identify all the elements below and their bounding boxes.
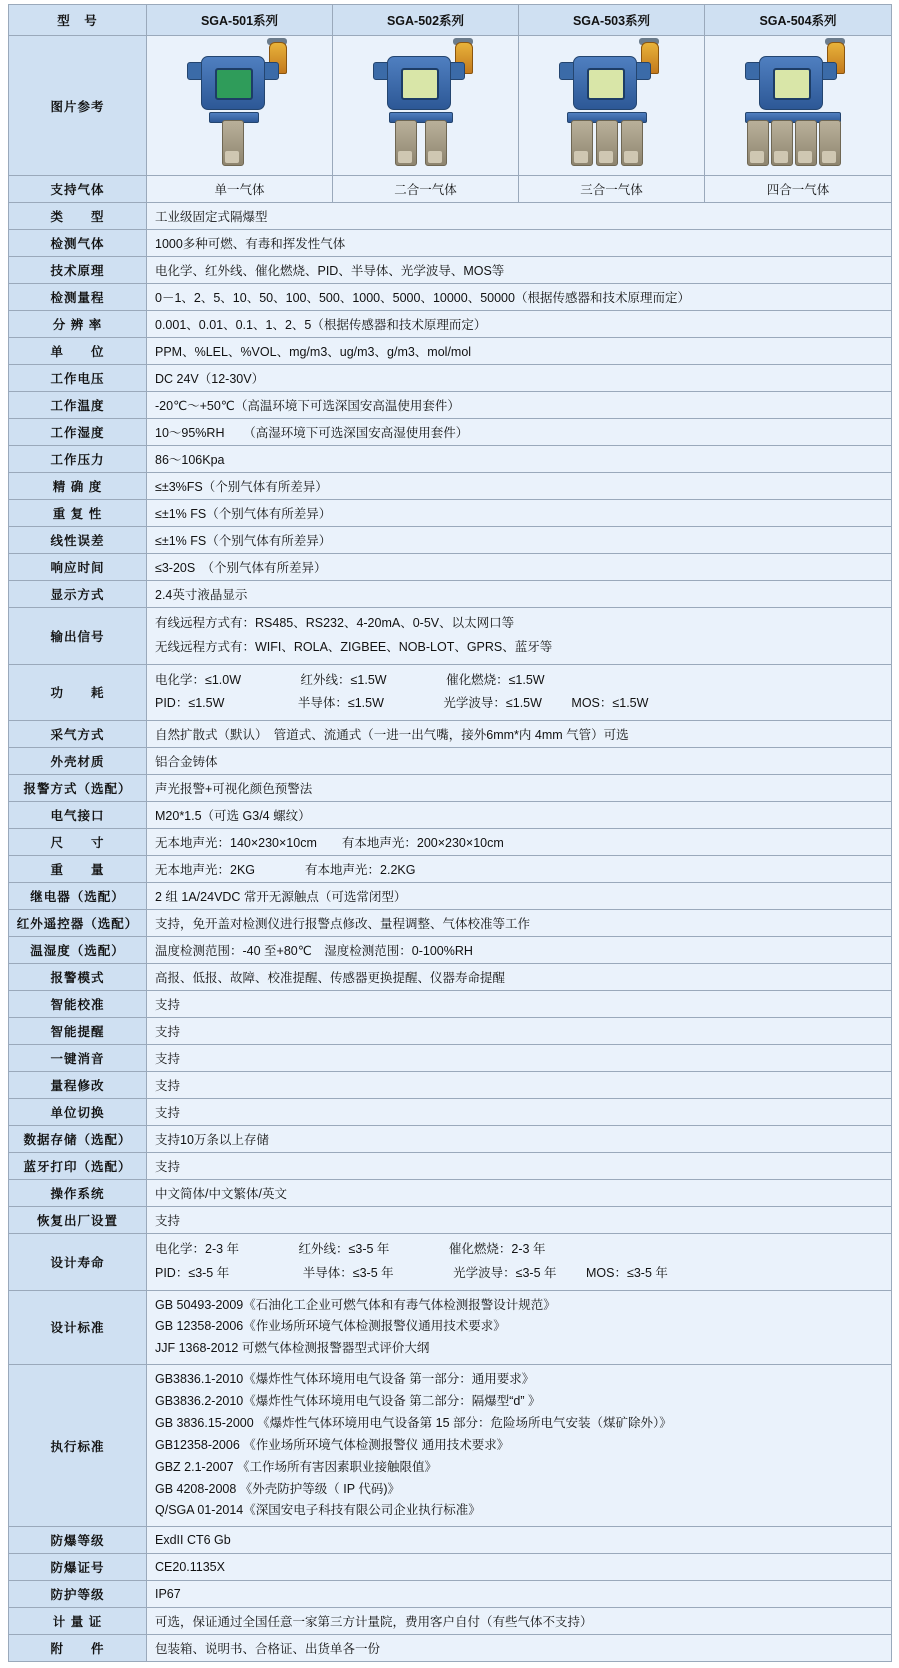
detector-illustration-2: [351, 38, 501, 173]
row-label: 工作湿度: [9, 419, 147, 446]
row-label: 工作压力: [9, 446, 147, 473]
row-value: ≤±1% FS（个别气体有所差异）: [147, 500, 892, 527]
row-label: 操作系统: [9, 1180, 147, 1207]
row-label: 数据存储（选配）: [9, 1126, 147, 1153]
row-label: 报警方式（选配）: [9, 775, 147, 802]
row-value: IP67: [147, 1581, 892, 1608]
row-value: 声光报警+可视化颜色预警法: [147, 775, 892, 802]
table-row: [9, 446, 892, 473]
table-row-gas-support: [9, 176, 892, 203]
row-label-model: 型 号: [9, 5, 147, 36]
design-standard-line: GB 12358-2006《作业场所环境气体检测报警仪通用技术要求》: [155, 1319, 506, 1334]
table-row: [9, 802, 892, 829]
table-row: [9, 365, 892, 392]
table-row: [9, 419, 892, 446]
row-label-design-standard: 设计标准: [9, 1290, 147, 1365]
row-label-gas-support: 支持气体: [9, 176, 147, 203]
row-value: 中文简体/中文繁体/英文: [147, 1180, 892, 1207]
table-row-model: [9, 5, 892, 36]
row-label: 显示方式: [9, 581, 147, 608]
row-value: 铝合金铸体: [147, 748, 892, 775]
table-row: [9, 1072, 892, 1099]
gas-support-503: 三合一气体: [519, 176, 705, 203]
row-label: 防爆证号: [9, 1554, 147, 1581]
power-semiconductor: 半导体：≤1.5W: [297, 696, 384, 711]
row-label: 计 量 证: [9, 1608, 147, 1635]
row-value: ExdII CT6 Gb: [147, 1527, 892, 1554]
exec-standard-line: GBZ 2.1-2007 《工作场所有害因素职业接触限值》: [155, 1459, 437, 1474]
row-value: 包装箱、说明书、合格证、出货单各一份: [147, 1635, 892, 1662]
row-label: 防护等级: [9, 1581, 147, 1608]
table-row: [9, 203, 892, 230]
table-row: [9, 392, 892, 419]
table-row-lifetime: [9, 1234, 892, 1291]
detector-illustration-1: [165, 38, 315, 173]
row-value: M20*1.5（可选 G3/4 螺纹）: [147, 802, 892, 829]
lifetime-pid: PID：≤3-5 年: [155, 1265, 230, 1280]
power-pid: PID：≤1.5W: [155, 696, 225, 711]
table-row: [9, 338, 892, 365]
row-label: 一键消音: [9, 1045, 147, 1072]
table-row: [9, 1608, 892, 1635]
row-value: 支持: [147, 1045, 892, 1072]
row-label: 温湿度（选配）: [9, 937, 147, 964]
row-value: 0－1、2、5、10、50、100、500、1000、5000、10000、50000（根据传感器和技术原理而定）: [147, 284, 892, 311]
power-line-2: [155, 692, 883, 716]
power-optical: 光学波导：≤1.5W: [443, 696, 542, 711]
row-value: 10～95%RH （高湿环境下可选深国安高湿使用套件）: [147, 419, 892, 446]
specification-table: [8, 4, 892, 1662]
table-row: [9, 500, 892, 527]
row-label-image: 图片参考: [9, 36, 147, 176]
lifetime-electrochem: 电化学：2-3 年: [155, 1242, 240, 1256]
model-503: SGA-503系列: [519, 5, 705, 36]
row-label: 报警模式: [9, 964, 147, 991]
row-label-exec-standard: 执行标准: [9, 1365, 147, 1527]
row-value: 电化学、红外线、催化燃烧、PID、半导体、光学波导、MOS等: [147, 257, 892, 284]
row-label: 电气接口: [9, 802, 147, 829]
exec-standard-line: GB3836.1-2010《爆炸性气体环境用电气设备 第一部分：通用要求》: [155, 1372, 535, 1387]
exec-standard-line: GB 3836.15-2000 《爆炸性气体环境用电气设备第 15 部分：危险场所电气安装（煤矿除外）》: [155, 1415, 672, 1430]
row-value: 支持: [147, 1018, 892, 1045]
design-standard-line: GB 50493-2009《石油化工企业可燃气体和有毒气体检测报警设计规范》: [155, 1297, 556, 1312]
table-row: [9, 257, 892, 284]
table-row: [9, 311, 892, 338]
table-row: [9, 1153, 892, 1180]
exec-standard-line: GB 4208-2008 《外壳防护等级（ IP 代码)》: [155, 1481, 400, 1496]
row-value: -20℃～+50℃（高温环境下可选深国安高温使用套件）: [147, 392, 892, 419]
row-value: 自然扩散式（默认） 管道式、流通式（一进一出气嘴，接外6mm*内 4mm 气管）可选: [147, 721, 892, 748]
row-value: 2 组 1A/24VDC 常开无源触点（可选常闭型）: [147, 883, 892, 910]
row-label: 线性误差: [9, 527, 147, 554]
table-row: [9, 1180, 892, 1207]
row-value: ≤±1% FS（个别气体有所差异）: [147, 527, 892, 554]
table-row: [9, 883, 892, 910]
row-label: 红外遥控器（选配）: [9, 910, 147, 937]
table-row: [9, 1045, 892, 1072]
lifetime-mos: MOS：≤3-5 年: [586, 1265, 668, 1280]
lifetime-infrared: 红外线：≤3-5 年: [298, 1242, 390, 1256]
row-label: 检测气体: [9, 230, 147, 257]
row-value: 1000多种可燃、有毒和挥发性气体: [147, 230, 892, 257]
row-label: 重 复 性: [9, 500, 147, 527]
table-row-images: [9, 36, 892, 176]
row-value: CE20.1135X: [147, 1554, 892, 1581]
row-value: ≤3-20S （个别气体有所差异）: [147, 554, 892, 581]
table-row: [9, 964, 892, 991]
row-value: 支持: [147, 1099, 892, 1126]
table-row: [9, 1527, 892, 1554]
exec-standard-line: GB12358-2006 《作业场所环境气体检测报警仪 通用技术要求》: [155, 1437, 510, 1452]
exec-standard-line: GB3836.2-2010《爆炸性气体环境用电气设备 第二部分：隔爆型“d” 》: [155, 1394, 541, 1408]
row-label-lifetime: 设计寿命: [9, 1234, 147, 1291]
row-value: 支持: [147, 1153, 892, 1180]
lifetime-line-1: [155, 1238, 883, 1262]
row-label: 采气方式: [9, 721, 147, 748]
row-label: 精 确 度: [9, 473, 147, 500]
table-row-power: [9, 664, 892, 721]
row-label: 单位切换: [9, 1099, 147, 1126]
table-row: [9, 473, 892, 500]
design-standard-line: JJF 1368-2012 可燃气体检测报警器型式评价大纲: [155, 1341, 430, 1356]
row-label: 附 件: [9, 1635, 147, 1662]
row-value: ≤±3%FS（个别气体有所差异）: [147, 473, 892, 500]
row-label: 类 型: [9, 203, 147, 230]
row-value: 支持10万条以上存储: [147, 1126, 892, 1153]
table-row: [9, 284, 892, 311]
gas-support-502: 二合一气体: [333, 176, 519, 203]
row-value: 工业级固定式隔爆型: [147, 203, 892, 230]
power-catalytic: 催化燃烧：≤1.5W: [446, 672, 545, 687]
row-value: 高报、低报、故障、校准提醒、传感器更换提醒、仪器寿命提醒: [147, 964, 892, 991]
model-501: SGA-501系列: [147, 5, 333, 36]
output-wired: 有线远程方式有：RS485、RS232、4-20mA、0-5V、以太网口等: [155, 616, 515, 630]
row-label: 技术原理: [9, 257, 147, 284]
power-infrared: 红外线：≤1.5W: [300, 672, 387, 687]
row-value: 支持，免开盖对检测仪进行报警点修改、量程调整、气体校准等工作: [147, 910, 892, 937]
table-row: [9, 937, 892, 964]
row-value-output-signal: [147, 608, 892, 665]
table-row: [9, 748, 892, 775]
row-label: 恢复出厂设置: [9, 1207, 147, 1234]
row-label: 防爆等级: [9, 1527, 147, 1554]
row-value: 2.4英寸液晶显示: [147, 581, 892, 608]
row-label: 工作电压: [9, 365, 147, 392]
row-value: 0.001、0.01、0.1、1、2、5（根据传感器和技术原理而定）: [147, 311, 892, 338]
product-image-502: [333, 36, 519, 176]
detector-illustration-3: [537, 38, 687, 173]
table-row: [9, 856, 892, 883]
table-row-exec-standard: [9, 1365, 892, 1527]
row-label: 响应时间: [9, 554, 147, 581]
output-wireless: 无线远程方式有：WIFI、ROLA、ZIGBEE、NOB-LOT、GPRS、蓝牙等: [155, 639, 553, 654]
row-label: 工作温度: [9, 392, 147, 419]
row-value: 可选，保证通过全国任意一家第三方计量院，费用客户自付（有些气体不支持）: [147, 1608, 892, 1635]
table-row: [9, 1207, 892, 1234]
row-value: 支持: [147, 991, 892, 1018]
exec-standard-line: Q/SGA 01-2014《深国安电子科技有限公司企业执行标准》: [155, 1503, 481, 1518]
row-label: 重 量: [9, 856, 147, 883]
row-value-design-standard: [147, 1290, 892, 1365]
table-row: [9, 230, 892, 257]
table-row-design-standard: [9, 1290, 892, 1365]
row-label: 量程修改: [9, 1072, 147, 1099]
row-label-power: 功 耗: [9, 664, 147, 721]
table-row: [9, 1635, 892, 1662]
product-image-503: [519, 36, 705, 176]
row-label-output-signal: 输出信号: [9, 608, 147, 665]
product-image-501: [147, 36, 333, 176]
gas-support-504: 四合一气体: [705, 176, 892, 203]
row-value-power: [147, 664, 892, 721]
row-value: 温度检测范围：-40 至+80℃ 湿度检测范围：0-100%RH: [147, 937, 892, 964]
row-label: 智能校准: [9, 991, 147, 1018]
row-label: 智能提醒: [9, 1018, 147, 1045]
lifetime-semiconductor: 半导体：≤3-5 年: [302, 1265, 394, 1280]
table-row: [9, 721, 892, 748]
row-label: 单 位: [9, 338, 147, 365]
model-504: SGA-504系列: [705, 5, 892, 36]
table-row: [9, 775, 892, 802]
row-value-exec-standard: [147, 1365, 892, 1527]
gas-support-501: 单一气体: [147, 176, 333, 203]
table-row: [9, 829, 892, 856]
lifetime-catalytic: 催化燃烧：2-3 年: [448, 1242, 546, 1256]
table-row: [9, 527, 892, 554]
table-row: [9, 581, 892, 608]
row-value: 支持: [147, 1207, 892, 1234]
row-label: 继电器（选配）: [9, 883, 147, 910]
product-image-504: [705, 36, 892, 176]
detector-illustration-4: [723, 38, 873, 173]
table-row: [9, 1554, 892, 1581]
table-row: [9, 554, 892, 581]
row-value-lifetime: [147, 1234, 892, 1291]
row-value: 支持: [147, 1072, 892, 1099]
row-value: DC 24V（12-30V）: [147, 365, 892, 392]
power-mos: MOS：≤1.5W: [571, 696, 649, 711]
lifetime-line-2: [155, 1262, 883, 1286]
table-row: [9, 910, 892, 937]
lifetime-optical: 光学波导：≤3-5 年: [453, 1265, 557, 1280]
row-value: 无本地声光：140×230×10cm 有本地声光：200×230×10cm: [147, 829, 892, 856]
row-value: PPM、%LEL、%VOL、mg/m3、ug/m3、g/m3、mol/mol: [147, 338, 892, 365]
row-value: 无本地声光：2KG 有本地声光：2.2KG: [147, 856, 892, 883]
row-label: 外壳材质: [9, 748, 147, 775]
row-label: 分 辨 率: [9, 311, 147, 338]
table-row: [9, 1126, 892, 1153]
table-row: [9, 1099, 892, 1126]
power-electrochem: 电化学：≤1.0W: [155, 672, 242, 687]
model-502: SGA-502系列: [333, 5, 519, 36]
row-value: 86～106Kpa: [147, 446, 892, 473]
power-line-1: [155, 669, 883, 693]
table-row-output-signal: [9, 608, 892, 665]
row-label: 尺 寸: [9, 829, 147, 856]
row-label: 蓝牙打印（选配）: [9, 1153, 147, 1180]
table-row: [9, 1018, 892, 1045]
row-label: 检测量程: [9, 284, 147, 311]
table-row: [9, 991, 892, 1018]
table-row: [9, 1581, 892, 1608]
